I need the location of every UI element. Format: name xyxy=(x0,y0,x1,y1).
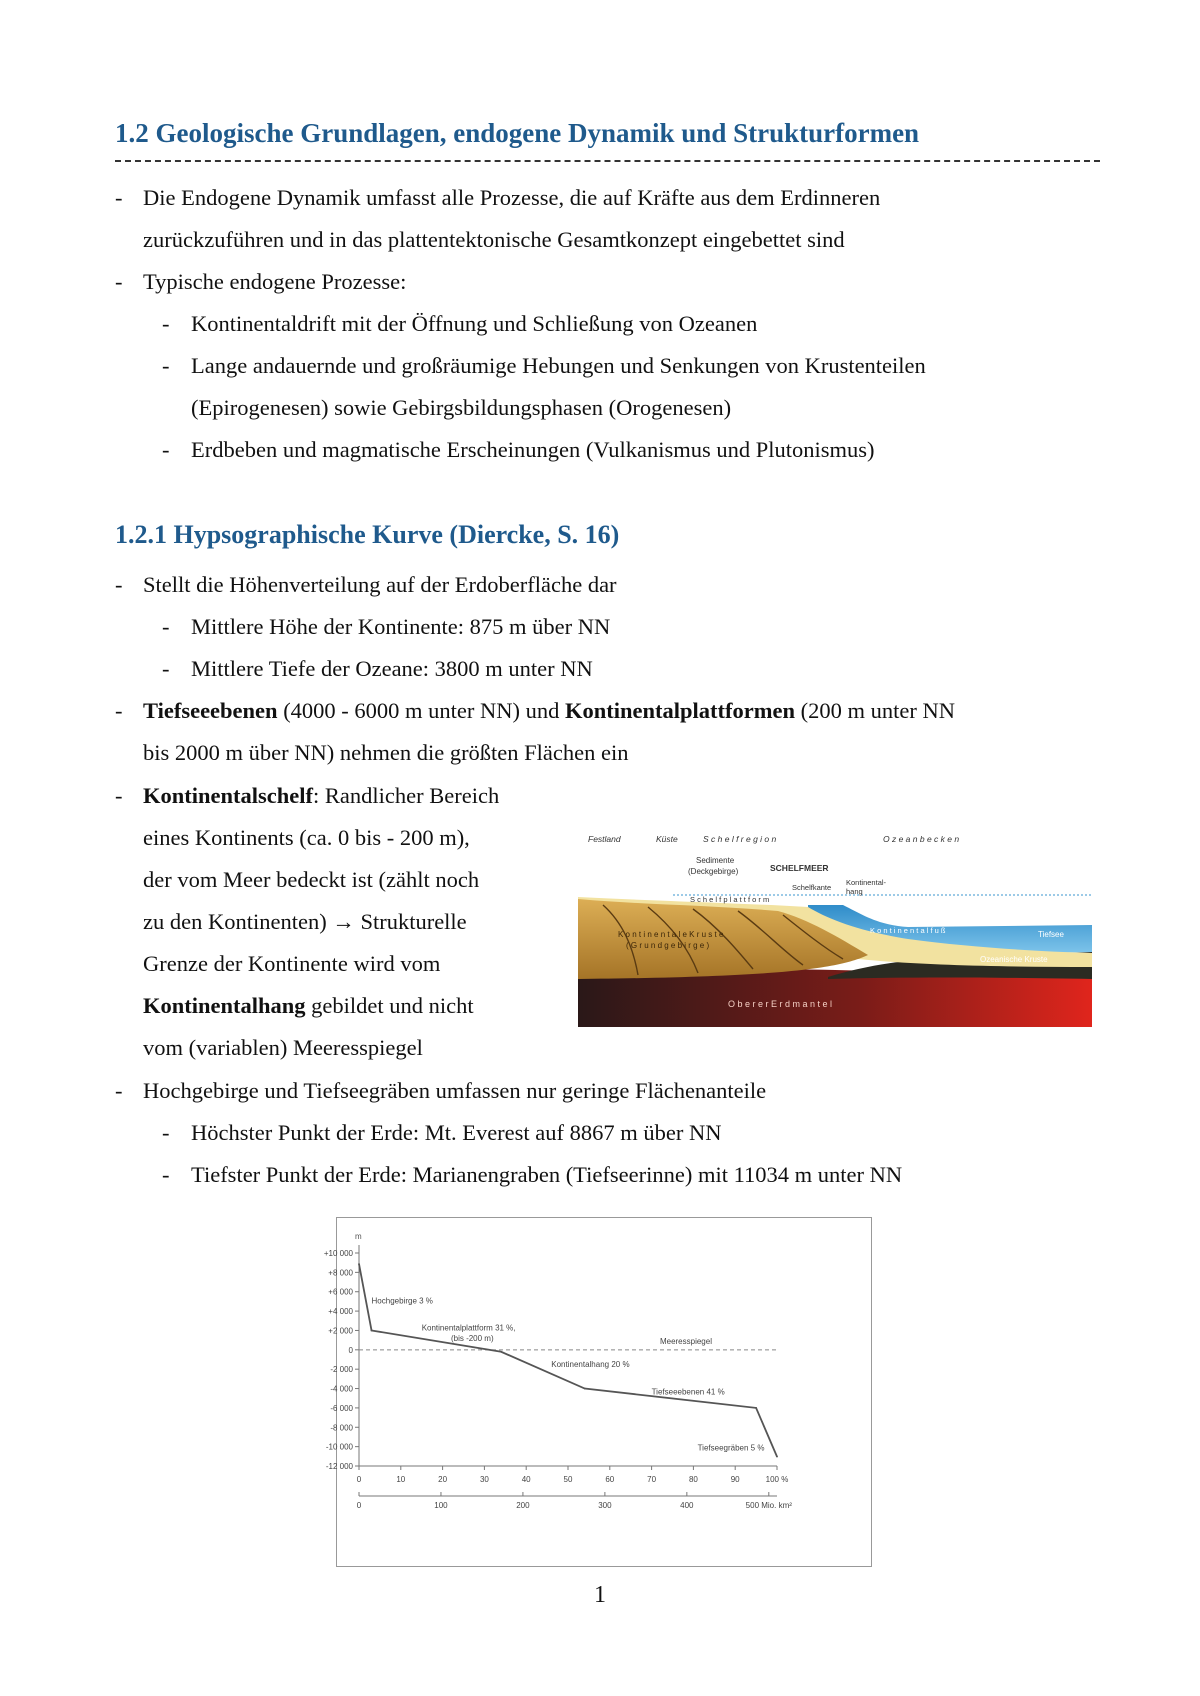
label-kontinentale-kruste: K o n t i n e n t a l e K r u s t e xyxy=(618,930,724,939)
y-tick-label: +6 000 xyxy=(328,1287,353,1297)
extremes-list xyxy=(115,1070,1105,1196)
y-axis-unit: m xyxy=(355,1232,362,1241)
x-tick-label-percent: 40 xyxy=(521,1475,531,1484)
label-oberer-erdmantel: O b e r e r E r d m a n t e l xyxy=(728,999,833,1009)
shelf-cross-section-figure xyxy=(578,827,1092,1027)
x-tick-label-percent: 100 % xyxy=(765,1475,789,1484)
x-tick-label-percent: 80 xyxy=(688,1475,698,1484)
curve-point xyxy=(755,1407,757,1409)
label-kueste: Küste xyxy=(656,834,678,844)
list-item xyxy=(115,690,1105,774)
x-tick-label-area: 100 xyxy=(434,1501,448,1510)
x-tick-label-area: 300 xyxy=(598,1501,612,1510)
list-item xyxy=(115,177,1105,261)
dash-bullet: - xyxy=(162,1162,170,1187)
x-tick-label-area: 500 Mio. km² xyxy=(745,1501,792,1510)
line xyxy=(143,775,585,817)
y-tick-label: +8 000 xyxy=(328,1268,353,1278)
line: Grenze der Kontinente wird vom xyxy=(143,951,441,976)
dash-bullet: - xyxy=(115,698,123,723)
label-ozean: OZEAN xyxy=(1018,912,1053,923)
x-tick-label-area: 0 xyxy=(356,1501,362,1510)
list-item xyxy=(115,564,1105,606)
bold-term: Kontinentalschelf xyxy=(143,783,314,808)
label-schelfkante: Schelfkante xyxy=(792,883,832,892)
label-ozeanbecken: O z e a n b e c k e n xyxy=(883,834,960,844)
x-tick-label-area: 400 xyxy=(680,1501,694,1510)
text: (4000 - 6000 m unter NN) und xyxy=(277,698,566,723)
x-tick-label-percent: 30 xyxy=(479,1475,489,1484)
line: (Epirogenesen) sowie Gebirgsbildungsphasen (Orogenesen) xyxy=(191,395,732,420)
subsection-heading: 1.2.1 Hypsographische Kurve (Diercke, S. 16) xyxy=(115,520,620,549)
dash-bullet: - xyxy=(162,614,170,639)
text: gebildet und nicht xyxy=(305,993,474,1018)
sub-list-item xyxy=(115,1154,1105,1196)
line xyxy=(143,985,585,1027)
sub-list-item xyxy=(115,648,1105,690)
label-deckgebirge: (Deckgebirge) xyxy=(688,867,739,876)
page-number: 1 xyxy=(594,1582,606,1608)
line: Erdbeben und magmatische Erscheinungen (Vulkanismus und Plutonismus) xyxy=(191,437,875,462)
line: Typische endogene Prozesse: xyxy=(143,269,407,294)
dash-bullet: - xyxy=(115,269,123,294)
label-tiefsee: Tiefsee xyxy=(1038,930,1064,939)
x-tick-label-percent: 20 xyxy=(438,1475,448,1484)
line: der vom Meer bedeckt ist (zählt noch xyxy=(143,867,480,892)
y-tick-label: +2 000 xyxy=(328,1326,353,1336)
dashed-separator xyxy=(115,160,1100,162)
schelf-list xyxy=(115,775,585,1069)
x-tick-label-percent: 60 xyxy=(605,1475,615,1484)
label-festland: Festland xyxy=(588,834,621,844)
shelf-diagram-svg xyxy=(578,827,1092,1027)
dash-bullet: - xyxy=(115,783,123,808)
bold-term: Kontinentalhang xyxy=(143,993,306,1018)
sub-list-item xyxy=(115,606,1105,648)
y-tick-label: 0 xyxy=(348,1345,353,1355)
annotation-plattform: Kontinentalplattform 31 %, xyxy=(421,1323,516,1333)
y-tick-label: -2 000 xyxy=(330,1365,353,1375)
shelf-labels-middle xyxy=(688,856,887,904)
x-tick-label-percent: 50 xyxy=(563,1475,573,1484)
line: Tiefster Punkt der Erde: Marianengraben (Tiefseerinne) mit 11034 m unter NN xyxy=(191,1162,903,1187)
dash-bullet: - xyxy=(115,185,123,210)
label-kontinentalfuss: K o n t i n e n t a l f u ß xyxy=(870,926,946,935)
x-tick-label-percent: 90 xyxy=(730,1475,740,1484)
bold-term: Tiefseeebenen xyxy=(143,698,278,723)
y-tick-label: -4 000 xyxy=(330,1384,353,1394)
hypsographic-chart-svg xyxy=(323,1218,871,1566)
annotation-tiefseeebenen: Tiefseeebenen 41 % xyxy=(651,1387,725,1397)
dash-bullet: - xyxy=(162,311,170,336)
y-tick-label: -10 000 xyxy=(325,1442,353,1452)
hypsographic-chart xyxy=(323,1217,872,1567)
dash-bullet: - xyxy=(162,1120,170,1145)
sub-list-item xyxy=(115,303,1105,345)
y-tick-label: -6 000 xyxy=(330,1403,353,1413)
intro-list xyxy=(115,177,1105,471)
x-tick-label-percent: 70 xyxy=(647,1475,657,1484)
y-tick-label: -8 000 xyxy=(330,1423,353,1433)
annotation-hochgebirge: Hochgebirge 3 % xyxy=(371,1296,433,1306)
label-schelfplattform: S c h e l f p l a t t f o r m xyxy=(690,895,770,904)
sub-list-item xyxy=(115,1112,1105,1154)
label-kontinentalhang-1: Kontinental- xyxy=(846,878,887,887)
line: Hochgebirge und Tiefseegräben umfassen nur geringe Flächenanteile xyxy=(143,1078,767,1103)
line: Höchster Punkt der Erde: Mt. Everest auf 8867 m über NN xyxy=(191,1120,722,1145)
label-schelfregion: S c h e l f r e g i o n xyxy=(703,834,777,844)
line: Stellt die Höhenverteilung auf der Erdoberfläche dar xyxy=(143,572,617,597)
line: Die Endogene Dynamik umfasst alle Prozesse, die auf Kräfte aus dem Erdinneren xyxy=(143,185,881,210)
y-tick-label: +10 000 xyxy=(323,1249,353,1258)
y-tick-label: +4 000 xyxy=(328,1307,353,1317)
line: Mittlere Höhe der Kontinente: 875 m über NN xyxy=(191,614,611,639)
sub-list-item xyxy=(115,345,1105,429)
section-heading: 1.2 Geologische Grundlagen, endogene Dynamik und Strukturformen xyxy=(115,118,920,148)
label-schelfmeer: SCHELFMEER xyxy=(770,863,829,873)
shelf-labels-top xyxy=(588,834,959,844)
text: : Randlicher Bereich xyxy=(313,783,500,808)
line: bis 2000 m über NN) nehmen die größten Flächen ein xyxy=(143,740,629,765)
line: Lange andauernde und großräumige Hebungen und Senkungen von Krustenteilen xyxy=(191,353,926,378)
x-tick-label-area: 200 xyxy=(516,1501,530,1510)
x-tick-label-percent: 0 xyxy=(356,1475,362,1484)
annotation-hang: Kontinentalhang 20 % xyxy=(551,1360,630,1370)
list-item xyxy=(115,261,1105,303)
dash-bullet: - xyxy=(162,437,170,462)
dash-bullet: - xyxy=(115,1078,123,1103)
x-tick-label-percent: 10 xyxy=(396,1475,406,1484)
curve-point xyxy=(776,1456,778,1458)
curve-point xyxy=(500,1351,502,1353)
line: eines Kontinents (ca. 0 bis - 200 m), xyxy=(143,825,470,850)
label-sedimente: Sedimente xyxy=(696,856,735,865)
dash-bullet: - xyxy=(115,572,123,597)
list-item xyxy=(115,1070,1105,1112)
annotation-plattform-depth: (bis -200 m) xyxy=(450,1334,494,1344)
sea-level-label: Meeresspiegel xyxy=(659,1336,712,1346)
curve-point xyxy=(358,1263,360,1265)
dash-bullet: - xyxy=(162,353,170,378)
line: zu den Kontinenten) → Strukturelle xyxy=(143,909,467,934)
annotation-tiefseegraeben: Tiefseegräben 5 % xyxy=(697,1443,765,1453)
line: vom (variablen) Meeresspiegel xyxy=(143,1035,423,1060)
label-grundgebirge: ( G r u n d g e b i r g e ) xyxy=(626,941,710,950)
dash-bullet: - xyxy=(162,656,170,681)
line: Mittlere Tiefe der Ozeane: 3800 m unter NN xyxy=(191,656,593,681)
line xyxy=(143,690,1105,732)
bold-term: Kontinentalplattformen xyxy=(565,698,796,723)
label-ozeanische-kruste: Ozeanische Kruste xyxy=(980,955,1048,964)
hypso-list xyxy=(115,564,1105,774)
curve-point xyxy=(371,1330,373,1332)
sub-list-item xyxy=(115,429,1105,471)
y-tick-label: -12 000 xyxy=(325,1462,353,1471)
text: (200 m unter NN xyxy=(795,698,956,723)
label-kontinentalhang-2: hang xyxy=(846,887,863,896)
line: Kontinentaldrift mit der Öffnung und Schließung von Ozeanen xyxy=(191,311,758,336)
curve-point xyxy=(584,1388,586,1390)
list-item xyxy=(115,775,585,1069)
line: zurückzuführen und in das plattentektonische Gesamtkonzept eingebettet sind xyxy=(143,227,845,252)
